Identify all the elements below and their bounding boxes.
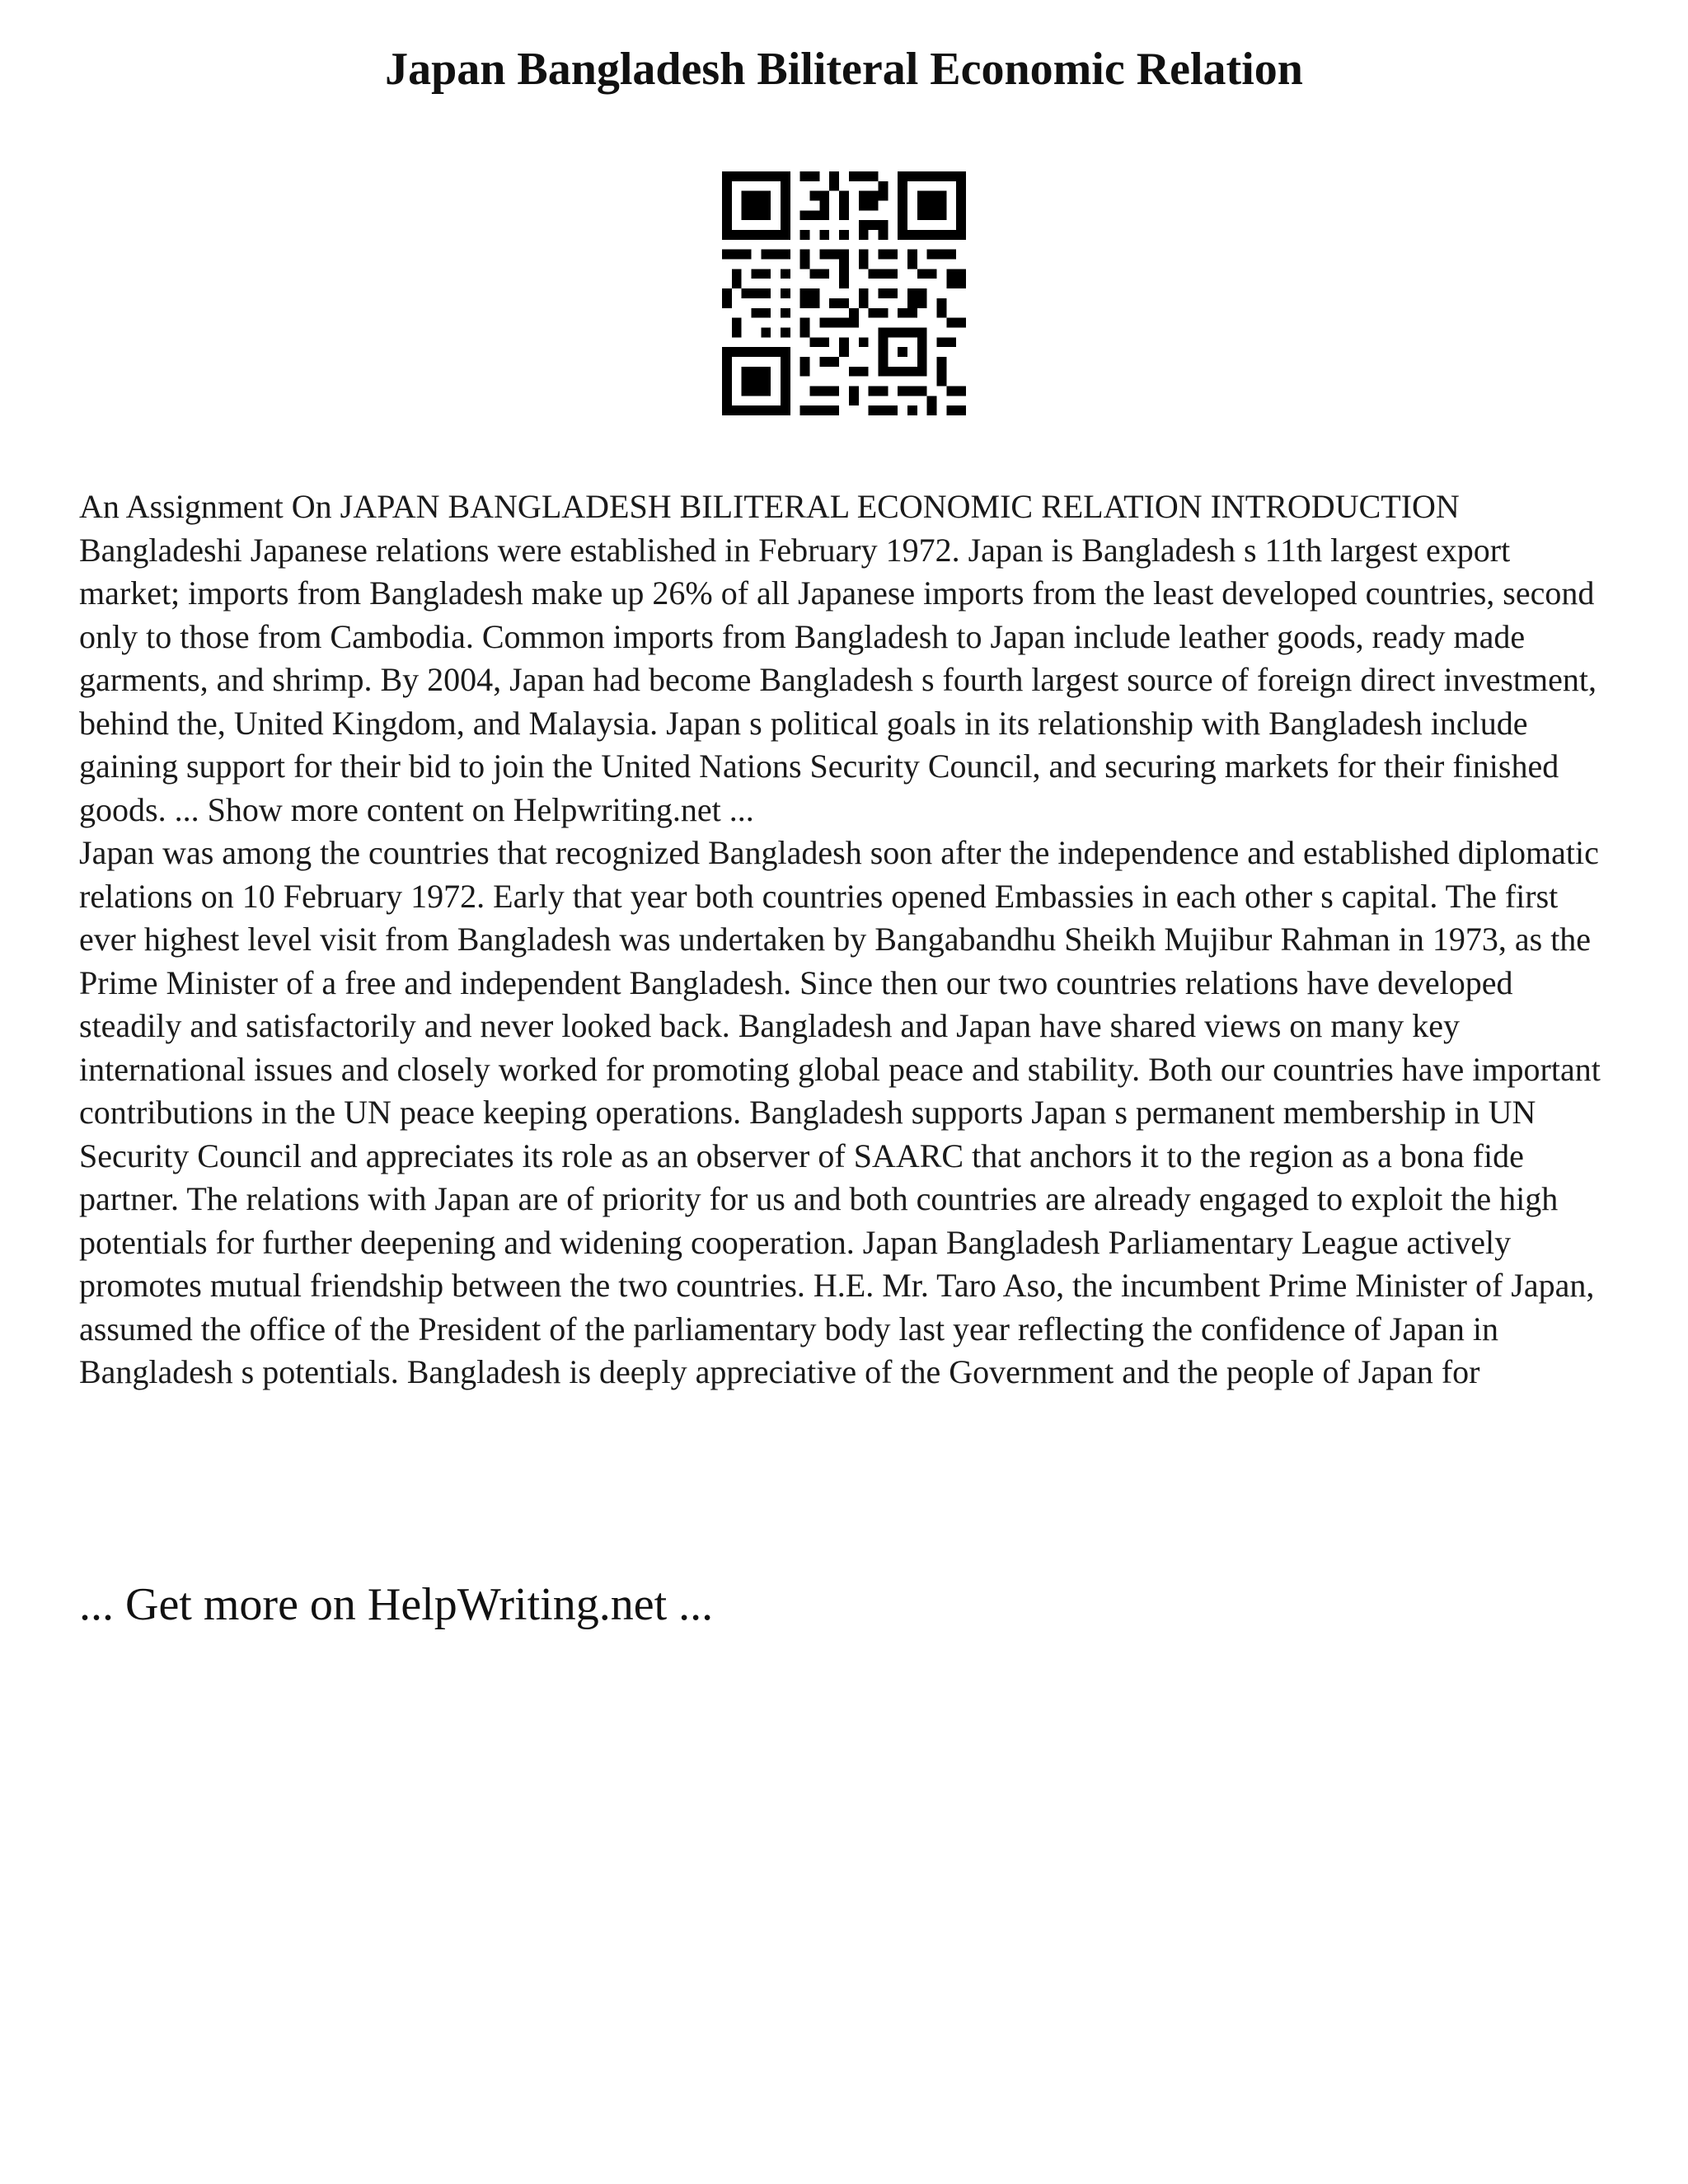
get-more-link[interactable]: ... Get more on HelpWriting.net ... (79, 1579, 714, 1630)
paragraph-introduction: An Assignment On JAPAN BANGLADESH BILITERAL ECONOMIC RELATION INTRODUCTION Bangladeshi Japanese relations were established in February 1972. Japan is Bangladesh s 11th largest export market; imports from Bangladesh make up 26% of all Japanese imports from the least developed countries, second only to those from Cambodia. Common imports from Bangladesh to Japan include leather goods, ready made garments, and shrimp. By 2004, Japan had become Bangladesh s fourth largest source of foreign direct investment, behind the, United Kingdom, and Malaysia. Japan s political goals in its relationship with Bangladesh include gaining support for their bid to join the United Nations Security Council, and securing markets for their finished goods. ... Show more content on Helpwriting.net ... (79, 488, 1597, 828)
qr-code-icon (722, 171, 966, 415)
document-body (79, 485, 1612, 1394)
paragraph-diplomatic-relations: Japan was among the countries that recognized Bangladesh soon after the independence and established diplomatic relations on 10 February 1972. Early that year both countries opened Embassies in each other s capital. The first ever highest level visit from Bangladesh was undertaken by Bangabandhu Sheikh Mujibur Rahman in 1973, as the Prime Minister of a free and independent Bangladesh. Since then our two countries relations have developed steadily and satisfactorily and never looked back. Bangladesh and Japan have shared views on many key international issues and closely worked for promoting global peace and stability. Both our countries have important contributions in the UN peace keeping operations. Bangladesh supports Japan s permanent membership in UN Security Council and appreciates its role as an observer of SAARC that anchors it to the region as a bona fide partner. The relations with Japan are of priority for us and both countries are already engaged to exploit the high potentials for further deepening and widening cooperation. Japan Bangladesh Parliamentary League actively promotes mutual friendship between the two countries. H.E. Mr. Taro Aso, the incumbent Prime Minister of Japan, assumed the office of the President of the parliamentary body last year reflecting the confidence of Japan in Bangladesh s potentials. Bangladesh is deeply appreciative of the Government and the people of Japan for (79, 834, 1601, 1390)
document-title: Japan Bangladesh Biliteral Economic Relation (385, 44, 1303, 95)
